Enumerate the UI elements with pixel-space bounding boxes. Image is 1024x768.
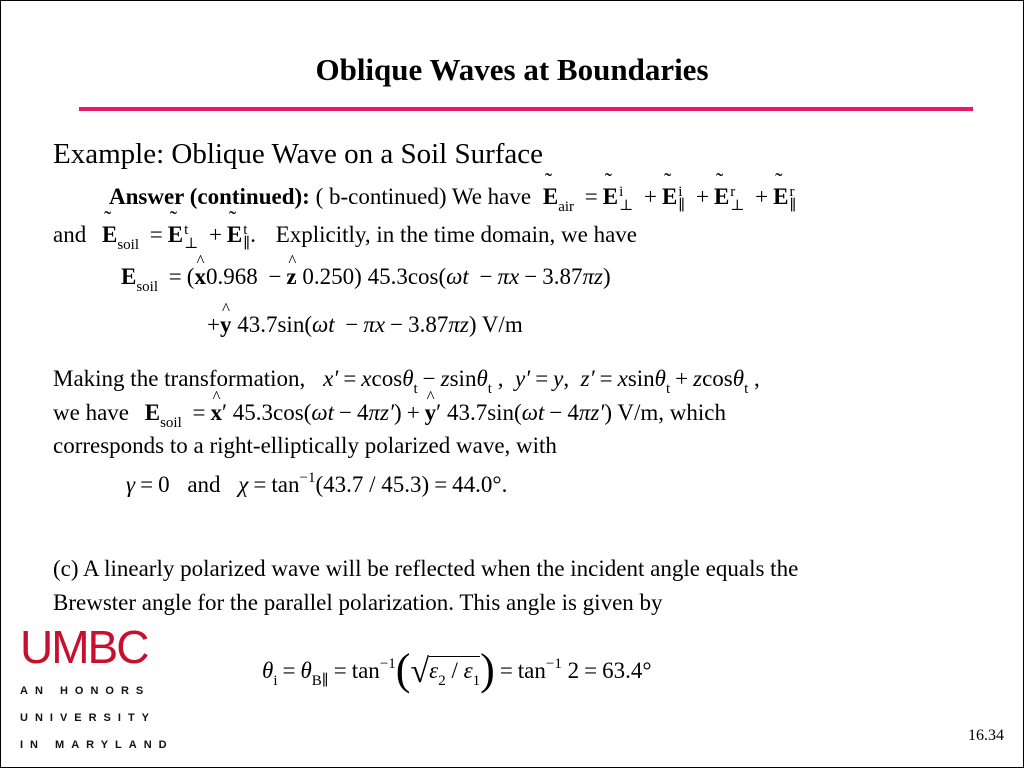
time-domain-eq-line2: +^ y 43.7sin(ωt − πx − 3.87πz) V/m bbox=[207, 312, 523, 338]
units-vm: V/m bbox=[481, 312, 523, 337]
chi-value: 44.0°. bbox=[452, 472, 508, 497]
explicit-text: Explicitly, in the time domain, we have bbox=[275, 222, 638, 247]
vm-which: V/m, which bbox=[617, 400, 726, 425]
gamma-value: 0 bbox=[158, 472, 170, 497]
gamma-chi-line: γ = 0 and $\chi = \tan^{-1}(43.7 / 45.3) = 44.0^\circ$. bbox=[126, 470, 508, 497]
brewster-equation: $\theta_i = \theta_{B\parallel} = \tan^{-1}(√\varepsilon_2 / \varepsilon_1) = \tan^{-1} 2 = 63.4^\circ$ bbox=[262, 645, 652, 694]
corresponds-text: corresponds to a right-elliptically polarized wave, with bbox=[53, 433, 557, 458]
chi-ratio: (43.7 / 45.3) bbox=[315, 472, 430, 497]
amp2-b: 43.7 bbox=[446, 400, 488, 425]
brewster-arg: 2 bbox=[567, 658, 580, 683]
page-number: 16.34 bbox=[968, 727, 1004, 744]
making-text: Making the transformation, bbox=[53, 366, 306, 391]
x-coef: 0.968 bbox=[205, 264, 258, 289]
part-c-line2: Brewster angle for the parallel polarization. This angle is given by bbox=[53, 590, 663, 615]
we-have-line bbox=[53, 400, 726, 431]
e-soil-equation: ˜ $E_{soil}$ =˜ E t ⊥ +˜ E t ∥ . bbox=[102, 222, 262, 247]
amp1-b: 45.3 bbox=[232, 400, 274, 425]
transformation-eq: x′ = xcosθ$_t$ − zsinθ$_t$ , y′ = y, z′ = xsinθ$_t$ + zcosθ$_t$ , bbox=[323, 366, 760, 397]
time-domain-eq-line1: $E_{soil}$ = (^ x0.968 −^ z 0.250) 45.3cos(ωt − πx − 3.87πz) bbox=[121, 264, 611, 290]
title-rule bbox=[79, 107, 973, 111]
e-air-equation: ˜ $E_{air}$ =˜ E i ⊥ +˜ E i ∥ +˜ E r ⊥ +˜ E r ∥ bbox=[543, 184, 797, 209]
soil-line bbox=[53, 222, 637, 251]
logo-line-3: IN MARYLAND bbox=[20, 739, 174, 751]
logo-name: UMBC bbox=[20, 621, 148, 673]
we-have-text: we have bbox=[53, 400, 129, 425]
brewster-value: 63.4° bbox=[602, 658, 652, 683]
and-word: and bbox=[53, 222, 87, 247]
amp2: 43.7 bbox=[237, 312, 278, 337]
logo-line-1: AN HONORS bbox=[20, 685, 151, 697]
phase-coef-1: 3.87 bbox=[542, 264, 583, 289]
example-heading: Example: Oblique Wave on a Soil Surface bbox=[53, 138, 543, 170]
answer-label: Answer (continued): bbox=[109, 184, 310, 209]
part-c-line1: (c) A linearly polarized wave will be reflected when the incident angle equals the bbox=[53, 556, 799, 581]
z-coef: 0.250 bbox=[302, 264, 355, 289]
transformed-eq: $E_{soil}$ =^ x′ 45.3cos(ωt − 4πz′) +^ y′ 43.7sin(ωt − 4πz′) bbox=[145, 400, 618, 425]
b-intro-text: ( b-continued) We have bbox=[315, 184, 532, 209]
logo-line-2: UNIVERSITY bbox=[20, 712, 157, 724]
phase-coef-2: 3.87 bbox=[408, 312, 449, 337]
and-word-2: and bbox=[187, 472, 221, 497]
answer-line bbox=[109, 184, 796, 213]
amp1: 45.3 bbox=[367, 264, 408, 289]
transformation-line bbox=[53, 366, 760, 397]
slide-title: Oblique Waves at Boundaries bbox=[315, 52, 709, 87]
umbc-logo bbox=[20, 621, 174, 753]
